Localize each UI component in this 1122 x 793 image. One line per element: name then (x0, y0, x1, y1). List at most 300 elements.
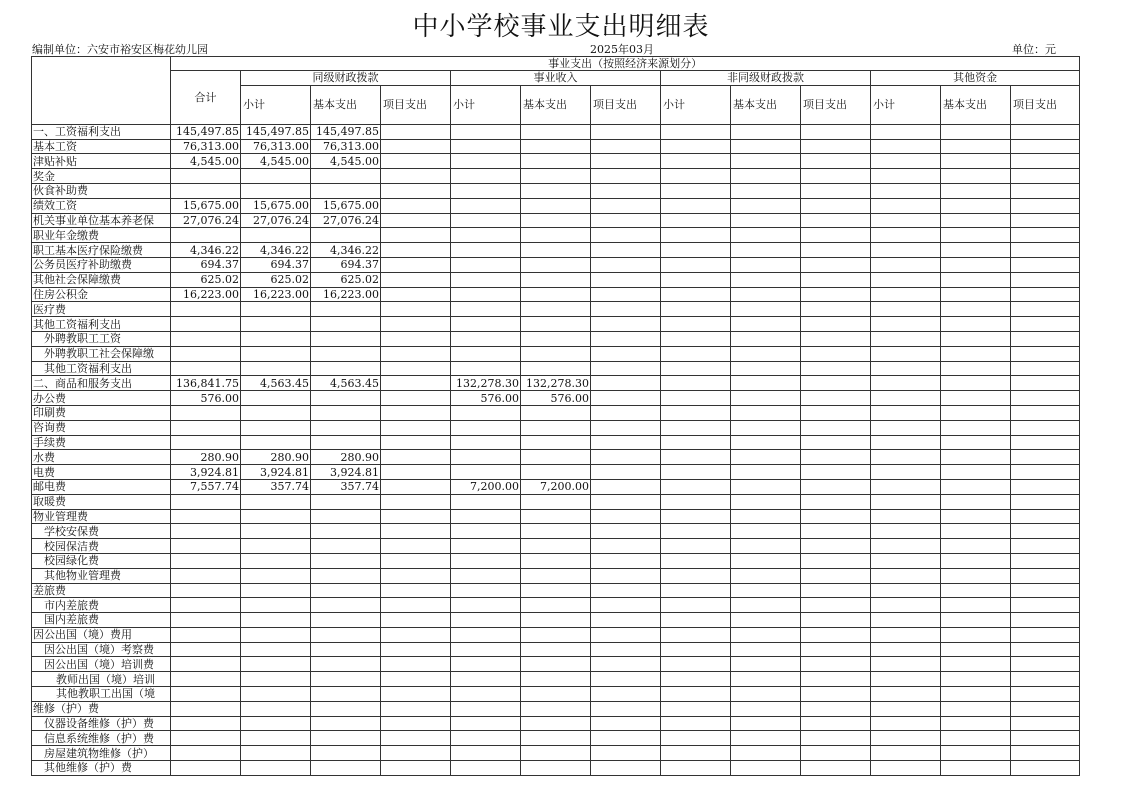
value-cell (521, 627, 591, 642)
sub-header: 小计 (871, 85, 941, 124)
table-header (32, 57, 1080, 125)
table-row (32, 494, 1080, 509)
value-cell (871, 257, 941, 272)
value-cell (731, 731, 801, 746)
value-cell (591, 124, 661, 139)
value-cell (381, 761, 451, 776)
value-cell (451, 154, 521, 169)
value-cell (661, 687, 731, 702)
row-label: 邮电费 (32, 479, 171, 494)
value-cell (661, 272, 731, 287)
row-label: 咨询费 (32, 420, 171, 435)
value-cell (171, 524, 241, 539)
value-cell (941, 539, 1011, 554)
value-cell (591, 731, 661, 746)
value-cell: 7,200.00 (451, 479, 521, 494)
value-cell (521, 524, 591, 539)
row-label: 其他工资福利支出 (32, 317, 171, 332)
value-cell (521, 568, 591, 583)
value-cell (521, 139, 591, 154)
value-cell (661, 361, 731, 376)
value-cell (941, 672, 1011, 687)
table-row (32, 553, 1080, 568)
value-cell (871, 687, 941, 702)
value-cell (1011, 479, 1080, 494)
value-cell (731, 672, 801, 687)
table-row (32, 583, 1080, 598)
value-cell (801, 243, 871, 258)
value-cell (941, 731, 1011, 746)
value-cell (801, 317, 871, 332)
value-cell (801, 524, 871, 539)
value-cell (1011, 287, 1080, 302)
value-cell (801, 465, 871, 480)
value-cell (521, 583, 591, 598)
value-cell (1011, 539, 1080, 554)
value-cell (871, 124, 941, 139)
value-cell (451, 731, 521, 746)
value-cell (311, 183, 381, 198)
value-cell (241, 346, 311, 361)
value-cell (731, 568, 801, 583)
value-cell (521, 613, 591, 628)
value-cell (381, 435, 451, 450)
value-cell (451, 746, 521, 761)
value-cell (871, 243, 941, 258)
value-cell (591, 272, 661, 287)
value-cell (1011, 169, 1080, 184)
value-cell (591, 139, 661, 154)
table-row (32, 465, 1080, 480)
value-cell (871, 391, 941, 406)
value-cell (661, 169, 731, 184)
value-cell (381, 613, 451, 628)
value-cell (171, 346, 241, 361)
value-cell: 280.90 (241, 450, 311, 465)
value-cell (801, 331, 871, 346)
table-row (32, 687, 1080, 702)
value-cell (661, 405, 731, 420)
value-cell (381, 701, 451, 716)
value-cell (521, 169, 591, 184)
value-cell (941, 287, 1011, 302)
row-label: 外聘教职工社会保障缴 (32, 346, 171, 361)
value-cell (1011, 583, 1080, 598)
value-cell (871, 272, 941, 287)
value-cell (661, 391, 731, 406)
value-cell (591, 302, 661, 317)
table-row (32, 479, 1080, 494)
value-cell (591, 243, 661, 258)
value-cell (871, 169, 941, 184)
sub-header: 基本支出 (311, 85, 381, 124)
value-cell (731, 627, 801, 642)
value-cell (661, 124, 731, 139)
value-cell (941, 746, 1011, 761)
value-cell (1011, 317, 1080, 332)
value-cell (661, 420, 731, 435)
value-cell (661, 761, 731, 776)
value-cell (661, 731, 731, 746)
row-label: 信息系统维修（护）费 (32, 731, 171, 746)
value-cell: 145,497.85 (311, 124, 381, 139)
value-cell: 4,563.45 (311, 376, 381, 391)
value-cell (661, 287, 731, 302)
value-cell: 357.74 (241, 479, 311, 494)
report-date: 2025年03月 (590, 43, 654, 56)
value-cell (381, 183, 451, 198)
value-cell (451, 716, 521, 731)
value-cell (801, 687, 871, 702)
value-cell (1011, 524, 1080, 539)
value-cell (941, 420, 1011, 435)
value-cell (241, 701, 311, 716)
value-cell (1011, 731, 1080, 746)
table-row (32, 302, 1080, 317)
value-cell (521, 731, 591, 746)
value-cell (591, 746, 661, 761)
value-cell (591, 568, 661, 583)
value-cell (241, 687, 311, 702)
value-cell (731, 539, 801, 554)
value-cell (801, 228, 871, 243)
row-label: 机关事业单位基本养老保 (32, 213, 171, 228)
value-cell (591, 494, 661, 509)
value-cell (381, 376, 451, 391)
value-cell (241, 613, 311, 628)
value-cell (451, 613, 521, 628)
value-cell (731, 243, 801, 258)
value-cell (311, 701, 381, 716)
row-label: 其他教职工出国（境 (32, 687, 171, 702)
value-cell (381, 553, 451, 568)
value-cell: 16,223.00 (311, 287, 381, 302)
value-cell: 4,346.22 (311, 243, 381, 258)
value-cell (311, 642, 381, 657)
value-cell (451, 346, 521, 361)
table-row (32, 376, 1080, 391)
table-row (32, 287, 1080, 302)
value-cell (241, 405, 311, 420)
value-cell (451, 183, 521, 198)
value-cell (661, 331, 731, 346)
value-cell (241, 420, 311, 435)
value-cell (591, 213, 661, 228)
value-cell (311, 494, 381, 509)
value-cell (1011, 642, 1080, 657)
value-cell: 76,313.00 (241, 139, 311, 154)
value-cell (171, 583, 241, 598)
group-top-header: 事业支出（按照经济来源划分） (171, 57, 1080, 71)
value-cell: 3,924.81 (311, 465, 381, 480)
value-cell (241, 302, 311, 317)
value-cell: 76,313.00 (171, 139, 241, 154)
value-cell (171, 672, 241, 687)
value-cell (1011, 450, 1080, 465)
row-label: 二、商品和服务支出 (32, 376, 171, 391)
value-cell (241, 494, 311, 509)
value-cell (871, 376, 941, 391)
value-cell (1011, 198, 1080, 213)
value-cell (451, 213, 521, 228)
value-cell (801, 568, 871, 583)
row-label: 其他物业管理费 (32, 568, 171, 583)
table-row (32, 228, 1080, 243)
value-cell (731, 598, 801, 613)
sub-header: 项目支出 (381, 85, 451, 124)
value-cell (451, 169, 521, 184)
value-cell (521, 687, 591, 702)
value-cell (661, 746, 731, 761)
value-cell (241, 435, 311, 450)
table-row (32, 642, 1080, 657)
value-cell (661, 494, 731, 509)
value-cell (801, 613, 871, 628)
value-cell (451, 243, 521, 258)
value-cell (661, 509, 731, 524)
table-row (32, 317, 1080, 332)
value-cell (521, 465, 591, 480)
value-cell (381, 287, 451, 302)
value-cell (731, 183, 801, 198)
value-cell (661, 257, 731, 272)
value-cell (871, 139, 941, 154)
value-cell: 694.37 (311, 257, 381, 272)
value-cell (311, 405, 381, 420)
value-cell (941, 346, 1011, 361)
value-cell (731, 331, 801, 346)
value-cell (521, 672, 591, 687)
value-cell: 132,278.30 (521, 376, 591, 391)
value-cell (941, 272, 1011, 287)
row-label: 公务员医疗补助缴费 (32, 257, 171, 272)
value-cell (311, 613, 381, 628)
value-cell (871, 331, 941, 346)
value-cell (241, 761, 311, 776)
value-cell (661, 701, 731, 716)
value-cell (381, 346, 451, 361)
value-cell (941, 154, 1011, 169)
value-cell (871, 154, 941, 169)
table-row (32, 598, 1080, 613)
value-cell (171, 435, 241, 450)
value-cell (591, 627, 661, 642)
value-cell (801, 627, 871, 642)
table-row (32, 672, 1080, 687)
value-cell (801, 553, 871, 568)
value-cell (171, 420, 241, 435)
table-row (32, 524, 1080, 539)
value-cell (311, 317, 381, 332)
value-cell (1011, 598, 1080, 613)
row-label: 房屋建筑物维修（护） (32, 746, 171, 761)
value-cell (591, 465, 661, 480)
row-label: 手续费 (32, 435, 171, 450)
value-cell (731, 213, 801, 228)
value-cell (661, 376, 731, 391)
value-cell (801, 435, 871, 450)
table-row (32, 627, 1080, 642)
value-cell (1011, 272, 1080, 287)
row-label: 医疗费 (32, 302, 171, 317)
value-cell (731, 405, 801, 420)
value-cell (941, 761, 1011, 776)
value-cell (941, 169, 1011, 184)
value-cell (941, 243, 1011, 258)
value-cell (451, 302, 521, 317)
sub-header: 基本支出 (731, 85, 801, 124)
value-cell (661, 183, 731, 198)
value-cell (941, 183, 1011, 198)
value-cell (1011, 361, 1080, 376)
value-cell (871, 568, 941, 583)
value-cell: 136,841.75 (171, 376, 241, 391)
value-cell (1011, 613, 1080, 628)
value-cell (801, 213, 871, 228)
sub-header: 小计 (241, 85, 311, 124)
row-label: 其他维修（护）费 (32, 761, 171, 776)
value-cell (801, 716, 871, 731)
value-cell (521, 746, 591, 761)
table-row (32, 361, 1080, 376)
row-label: 维修（护）费 (32, 701, 171, 716)
value-cell (451, 405, 521, 420)
value-cell (731, 228, 801, 243)
value-cell (661, 317, 731, 332)
total-header: 合计 (171, 71, 241, 125)
value-cell (311, 302, 381, 317)
value-cell (171, 509, 241, 524)
value-cell (871, 746, 941, 761)
value-cell (591, 169, 661, 184)
value-cell: 7,200.00 (521, 479, 591, 494)
value-cell (521, 257, 591, 272)
value-cell (801, 598, 871, 613)
value-cell (591, 761, 661, 776)
value-cell (381, 154, 451, 169)
row-label: 基本工资 (32, 139, 171, 154)
value-cell (591, 183, 661, 198)
value-cell (871, 613, 941, 628)
value-cell (1011, 420, 1080, 435)
table-row (32, 420, 1080, 435)
value-cell (801, 361, 871, 376)
value-cell (801, 169, 871, 184)
value-cell (381, 124, 451, 139)
value-cell (661, 302, 731, 317)
value-cell (801, 287, 871, 302)
value-cell (451, 228, 521, 243)
value-cell (241, 672, 311, 687)
value-cell: 4,346.22 (171, 243, 241, 258)
row-label: 教师出国（境）培训 (32, 672, 171, 687)
value-cell (941, 405, 1011, 420)
value-cell (591, 361, 661, 376)
value-cell (661, 213, 731, 228)
value-cell (591, 376, 661, 391)
value-cell (311, 361, 381, 376)
value-cell (381, 642, 451, 657)
value-cell (241, 568, 311, 583)
value-cell (521, 302, 591, 317)
value-cell (731, 435, 801, 450)
value-cell: 625.02 (241, 272, 311, 287)
value-cell (521, 716, 591, 731)
value-cell (1011, 761, 1080, 776)
value-cell: 4,563.45 (241, 376, 311, 391)
value-cell (521, 420, 591, 435)
row-label: 校园绿化费 (32, 553, 171, 568)
value-cell (311, 583, 381, 598)
value-cell (731, 701, 801, 716)
value-cell (801, 746, 871, 761)
value-cell (1011, 746, 1080, 761)
value-cell (941, 376, 1011, 391)
value-cell (801, 761, 871, 776)
value-cell (381, 317, 451, 332)
value-cell (241, 716, 311, 731)
value-cell (801, 583, 871, 598)
value-cell: 625.02 (311, 272, 381, 287)
value-cell (171, 687, 241, 702)
page-title: 中小学校事业支出明细表 (412, 12, 710, 42)
value-cell (311, 391, 381, 406)
value-cell: 27,076.24 (171, 213, 241, 228)
value-cell: 694.37 (241, 257, 311, 272)
row-label: 伙食补助费 (32, 183, 171, 198)
value-cell (941, 509, 1011, 524)
value-cell (591, 198, 661, 213)
value-cell (381, 672, 451, 687)
value-cell (1011, 494, 1080, 509)
value-cell (381, 627, 451, 642)
value-cell (451, 539, 521, 554)
table-row (32, 331, 1080, 346)
value-cell (241, 524, 311, 539)
value-cell (661, 598, 731, 613)
value-cell (171, 598, 241, 613)
value-cell (381, 509, 451, 524)
value-cell (801, 509, 871, 524)
value-cell (241, 642, 311, 657)
table-row (32, 509, 1080, 524)
value-cell (1011, 701, 1080, 716)
value-cell (591, 450, 661, 465)
value-cell (731, 494, 801, 509)
value-cell (661, 450, 731, 465)
value-cell (941, 317, 1011, 332)
value-cell: 76,313.00 (311, 139, 381, 154)
value-cell (381, 391, 451, 406)
value-cell (381, 583, 451, 598)
value-cell (171, 553, 241, 568)
value-cell (591, 257, 661, 272)
value-cell (941, 228, 1011, 243)
value-cell (171, 302, 241, 317)
value-cell (871, 731, 941, 746)
value-cell: 15,675.00 (241, 198, 311, 213)
value-cell: 4,346.22 (241, 243, 311, 258)
value-cell (731, 361, 801, 376)
sub-header: 小计 (451, 85, 521, 124)
value-cell (521, 494, 591, 509)
table-row (32, 213, 1080, 228)
value-cell (661, 228, 731, 243)
value-cell (451, 317, 521, 332)
value-cell (241, 598, 311, 613)
value-cell (1011, 627, 1080, 642)
table-row (32, 701, 1080, 716)
